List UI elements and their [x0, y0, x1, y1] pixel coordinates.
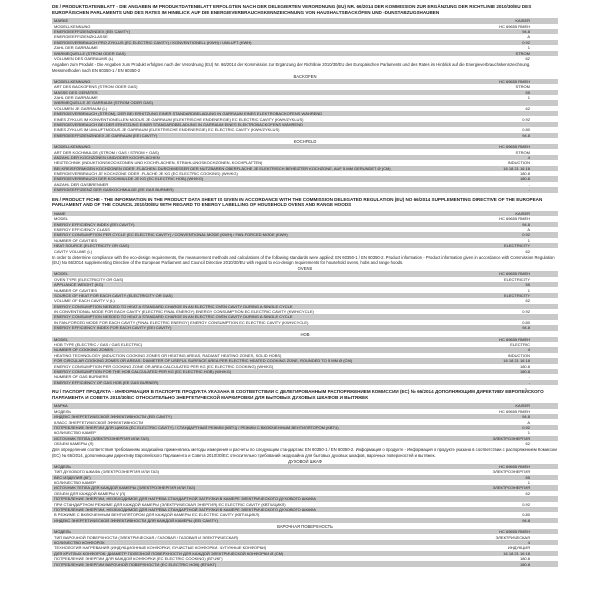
row-value: 1: [411, 45, 558, 50]
row-value: 0.80: [411, 127, 558, 132]
row-value: HC 69655 RMEH: [411, 337, 558, 342]
row-label: КОЛИЧЕСТВО КОНФОРОК: [52, 540, 411, 545]
row-value: KAISER: [411, 403, 558, 408]
detail-table: [52, 79, 558, 138]
row-label: ENERGY CONSUMPTION PER CYCLE (EC ELECTRIC CAVITY) / CONVENTIONAL MODE (KWH) / FAN-FORCED MODE (KWH): [52, 232, 411, 237]
row-value: 94.8: [411, 414, 558, 419]
row-value: 62: [411, 441, 558, 446]
row-label: ENERGIEVERBRAUCH PRO ZYKLUS (EC ELECTRIC CAVITY) / KONVENTIONELL (KWH) / UMLUFT (KWH): [52, 40, 411, 45]
row-value: 16 18 21 16 18: [411, 358, 558, 363]
subtable-title: HOB: [300, 331, 310, 337]
row-value: STROM: [411, 84, 558, 89]
row-label: HEIZTECHNIK (INDUKTIONSKOCHZONEN UND KOCHFLÄCHEN, STRAHLUNGSKOCHZONEN, KOCHPLATTEN): [52, 160, 411, 165]
row-label: ИНДЕКС ЭНЕРГЕТИЧЕСКОЙ ЭФФЕКТИВНОСТИ ДЛЯ КАЖДОЙ КАМЕРЫ (EEI CAVITY): [52, 518, 411, 523]
row-value: 0.92: [411, 502, 558, 507]
detail-table: [52, 271, 558, 330]
row-value: KAISER: [411, 18, 558, 23]
table-row: [52, 325, 558, 330]
row-label: ПОТРЕБЛЕНИЕ ЭНЕРГИИ, НЕОБХОДИМОЕ ДЛЯ НАГРЕВА СТАНДАРТНОЙ ЗАГРУЗКИ В КАМЕРЕ ЭЛЕКТРИЧЕСКОГО ДУХОВОГО ШКАФА: [52, 507, 411, 512]
row-value: STROM: [411, 51, 558, 56]
row-value: 0.92: [411, 232, 558, 237]
row-value: ELECTRICITY: [411, 293, 558, 298]
row-value: ЭЛЕКТРИЧЕСКАЯ: [411, 534, 558, 539]
row-value: 62: [411, 491, 558, 496]
row-label: HEATING TECHNOLOGY (INDUCTION COOKING ZONES OR HEATING AREAS, RADIANT HEATING ZONES, SOLID HOBS): [52, 353, 411, 358]
row-value: HC 69655 RMEH: [411, 464, 558, 469]
row-label: ANZAHL DER KOCHZONEN UND/ODER KOCHFLÄCHEN: [52, 155, 411, 160]
row-value: 62: [411, 248, 558, 253]
row-value: ELECTRIC: [411, 342, 558, 347]
row-label: МАРКА: [52, 403, 411, 408]
measurement-note: In order to determine compliance with the eco-design requirements, the measurement methods and calculations of the following standards were applied: EN 60350-1 / EN 60350-2. Product information - Product information given in accordance with Commission Regulation (EU) No 66/2014 supplementing Directive of the European Parliament and Council Directive 2010/30/EU with regard to eco-design requirements for household ovens, hobs and range hoods.: [52, 254, 555, 266]
row-value: 0.92: [411, 40, 558, 45]
row-value: HC 69655 RMEH: [411, 24, 558, 29]
row-value: 1: [411, 95, 558, 100]
row-value: 62: [411, 106, 558, 111]
row-label: ТИП ВАРОЧНОЙ ПОВЕРХНОСТИ (ЭЛЕКТРИЧЕСКАЯ / ГАЗОВАЯ / ГАЗОВАЯ И ЭЛЕКТРИЧЕСКАЯ): [52, 534, 411, 539]
row-label: ИСТОЧНИК ТЕПЛА ДЛЯ КАЖДОЙ КАМЕРЫ (ЭЛЕКТРОЭНЕРГИЯ ИЛИ ГАЗ): [52, 485, 411, 490]
row-label: ENERGIEEFFIZIENZINDEX JE GARRAUM (EEI CAVITY): [52, 133, 411, 138]
detail-table: [52, 144, 558, 193]
row-label: ОБЪЕМ КАМЕРЫ (Л): [52, 441, 411, 446]
row-value: 180.8: [411, 369, 558, 374]
section-header: DE / PRODUKTDATENBLATT - DIE ANGABEN IM PRODUKTDATENBLATT ERFOLGTEN NACH DER DELEGIERTEN VERORDNUNG (EU) NR. 66/2014 DER KOMMISSION ZUR ERGÄNZUNG DER RICHTLINIE 2010/30/EU DES EUROPÄISCHEN PARLAMENTS UND DES RATES IM HINBLICK AUF DIE ENERGIEVERBRAUCHSKENNZEICHNUNG VON HAUSHALTSBACKÖFEN UND -DUNSTABZUGSHAUBEN: [52, 4, 532, 15]
row-label: ENERGIEEFFIZIENZKLASSE: [52, 34, 411, 39]
row-label: ПОТРЕБЛЕНИЕ ЭНЕРГИИ ДЛЯ ЦИКЛА (EC ELECTRIC CAVITY) / СТАНДАРТНЫЙ РЕЖИМ (КВТЧ) / РЕЖИМ С ВКЛЮЧЕННЫМ ВЕНТИЛЯТОРОМ (КВТЧ): [52, 425, 411, 430]
row-label: ART DER KOCHMULDE (STROM / GAS / STROM + GAS): [52, 149, 411, 154]
row-value: 180.8: [411, 171, 558, 176]
subtable-title: OVENS: [297, 266, 313, 272]
row-value: -: [411, 380, 558, 385]
row-label: ИСТОЧНИК ТЕПЛА (ЭЛЕКТРОЭНЕРГИЯ ИЛИ ГАЗ): [52, 436, 411, 441]
row-label: ТЕХНОЛОГИЯ НАГРЕВАНИЯ (ИНДУКЦИОННЫЕ КОНФОРКИ, ЛУЧИСТЫЕ КОНФОРКИ, ЧУГУННЫЕ КОНФОРКИ): [52, 545, 411, 550]
table-row: [52, 56, 558, 61]
row-label: ANZAHL DER GASBRENNER: [52, 182, 411, 187]
row-value: 1: [411, 238, 558, 243]
language-section: [52, 389, 558, 569]
row-value: ЭЛЕКТРОЭНЕРГИЯ: [411, 469, 558, 474]
row-value: 180.8: [411, 364, 558, 369]
table-row: [52, 518, 558, 523]
row-label: ENERGY CONSUMPTION PER COOKING ZONE OR AREA CALCULATED PER KG (EC ELECTRIC COOKING) (WH/KG): [52, 364, 411, 369]
row-label: ENERGIEVERBRAUCH JE KOCHZONE ODER -FLÄCHE JE KG (EC ELECTRIC COOKING) (WH/KG): [52, 171, 411, 176]
row-label: VOLUMEN JE GARRAUM (L): [52, 106, 411, 111]
row-label: NUMBER OF CAVITIES: [52, 238, 411, 243]
row-label: ПОТРЕБЛЕНИЕ ЭНЕРГИИ ДЛЯ КАЖДОЙ КОНФОРКИ (EC ELECTRIC COOKING) (ВТЧ/КГ): [52, 556, 411, 561]
summary-table: [52, 403, 558, 446]
row-value: 16 18 21 16 18: [411, 166, 558, 171]
row-label: WÄRMEQUELLE (STROM ODER GAS): [52, 51, 411, 56]
section-header: RU / ПАСПОРТ ПРОДУКТА - ИНФОРМАЦИЯ В ПАСПОРТЕ ПРОДУКТА УКАЗАНА В СООТВЕТСТВИИ С ДЕЛЕГИРОВАННЫМ РАСПОРЯЖЕНИЕМ КОМИССИИ (ЕС) № 66/2014 ДОПОЛНЯЮЩИМ ДИРЕКТИВУ ЕВРОПЕЙСКОГО ПАРЛАМЕНТА И СОВЕТА 2010/30/ЕС ОТНОСИТЕЛЬНО ЭНЕРГЕТИЧЕСКОЙ МАРКИРОВКИ ДЛЯ БЫТОВЫХ ДУХОВЫХ ШКАФОВ И ВЫТЯЖЕК: [52, 389, 544, 400]
row-value: 4: [411, 540, 558, 545]
row-value: 180.8: [411, 556, 558, 561]
row-label: FOR CIRCULAR COOKING ZONES OR AREAS: DIAMETER OF USEFUL SURFACE AREA PER ELECTRIC HEATED COOKING ZONE, ROUNDED TO 5 MM Ø (CM): [52, 358, 411, 363]
row-label: ТИП ДУХОВОГО ШКАФА (ЭЛЕКТРОЭНЕРГИЯ ИЛИ ГАЗ): [52, 469, 411, 474]
detail-table: [52, 464, 558, 523]
row-label: MODEL: [52, 216, 411, 221]
row-value: 1: [411, 287, 558, 292]
row-label: NUMBER OF CAVITIES: [52, 287, 411, 292]
row-value: HC 69655 RMEH: [411, 144, 558, 149]
row-value: A: [411, 34, 558, 39]
row-label: VOLUMEN DES GARRAUMS (L): [52, 56, 411, 61]
row-label: ПРИ СТАНДАРТНОМ РЕЖИМЕ ДЛЯ КАЖДОЙ КАМЕРЫ (ЭЛЕКТРИЧЕСКАЯ ЭНЕРГИЯ) EC ELECTRIC CAVITY (КВТЧ/ЦИКЛ): [52, 502, 411, 507]
row-label: КОЛИЧЕСТВО КАМЕР: [52, 480, 411, 485]
row-value: 0.92: [411, 309, 558, 314]
row-label: WÄRMEQUELLE JE GARRAUM (STROM ODER GAS): [52, 100, 411, 105]
row-label: МОДЕЛЬ: [52, 409, 411, 414]
measurement-note: Angaben zum Produkt - Die Angaben zum Produkt erfolgten nach der Verordnung (EU) Nr. 66/2014 der Kommission zur Ergänzung der Richtlinie 2010/30/EU des Europäischen Parlaments und des Rates im Hinblick auf die Energieverbrauchskennzeichnung. Messmethoden nach EN 60350-1 / EN 60350-2: [52, 62, 531, 73]
table-row: [52, 441, 558, 446]
row-value: A: [411, 419, 558, 424]
row-value: HC 69655 RMEH: [411, 529, 558, 534]
subtable-title: ДУХОВОЙ ШКАФ: [288, 458, 322, 464]
table-row: [52, 133, 558, 138]
row-label: ART DES BACKOFENS (STROM ODER GAS): [52, 84, 411, 89]
row-label: MODEL: [52, 271, 411, 276]
language-section: [52, 197, 558, 388]
row-label: NUMBER OF COOKING ZONES: [52, 347, 411, 352]
row-value: HC 69655 RMEH: [411, 271, 558, 276]
section-gap: [52, 193, 558, 195]
row-label: ОБЪЕМ ДЛЯ КАЖДОЙ КАМЕРЫ V (Л): [52, 491, 411, 496]
row-value: 94.8: [411, 518, 558, 523]
row-value: 0.92: [411, 116, 558, 121]
row-label: EINES ZYKLUS IM UMLUFTMODUS JE GARRAUM (ELEKTRISCHE ENDENERGIE) EC ELECTRIC CAVITY (KWH/ZYKLUS): [52, 127, 411, 132]
row-label: VOLUME OF EACH CAVITY V (L): [52, 298, 411, 303]
row-label: ENERGIEVERBRAUCH DER KOCHMULDE JE KG (EC ELECTRIC HOB) (WH/KG): [52, 176, 411, 181]
row-label: ДЛЯ КРУГЛЫХ КОНФОРОК: ДИАМЕТР ПОЛЕЗНОЙ ПОВЕРХНОСТИ ДЛЯ КАЖДОЙ ЭЛЕКТРИЧЕСКОЙ КОНФОРКИ Ø (СМ): [52, 551, 411, 556]
row-label: NUMBER OF GAS BURNERS: [52, 374, 411, 379]
row-value: 62: [411, 56, 558, 61]
row-label: IN CONVENTIONAL MODE FOR EACH CAVITY (ELECTRIC FINAL ENERGY) ENERGY CONSUMPTION EC ELECTRIC CAVITY (KWH/CYCLE): [52, 309, 411, 314]
row-label: ENERGY CONSUMPTION FOR THE HOB CALCULATED PER KG (EC ELECTRIC HOB) (WH/KG): [52, 369, 411, 374]
subtable-title: ВАРОЧНАЯ ПОВЕРХНОСТЬ: [277, 524, 333, 530]
row-label: EINES ZYKLUS IM KONVENTIONELLEN MODUS JE GARRAUM (ELEKTRISCHE ENDENERGIE) EC ELECTRIC CAVITY (KWH/ZYKLUS): [52, 116, 411, 121]
row-value: 94.8: [411, 222, 558, 227]
section-header: EN / PRODUCT FICHE - THE INFORMATION IN THE PRODUCT DATA SHEET IS GIVEN IN ACCORDANCE WITH THE COMMISSION DELEGATED REGULATION (EU) NO 66/2014 SUPPLEMENTING DIRECTIVE OF THE EUROPEAN PARLIAMENT AND OF THE COUNCIL 2010/30/EU WITH REGARD TO ENERGY LABELLING OF HOUSEHOLD OVENS AND RANGE HOODS: [52, 196, 543, 208]
row-label: MODELLKENNUNG: [52, 24, 411, 29]
summary-table: [52, 18, 558, 61]
row-label: APPLIANCE WEIGHT (KG): [52, 282, 411, 287]
row-label: MODEL: [52, 337, 411, 342]
row-value: 94.8: [411, 325, 558, 330]
detail-table: [52, 337, 558, 386]
subtable-title: BACKOFEN: [293, 73, 317, 79]
row-label: ENERGY EFFICIENCY OF GAS HOB (EE GAS BURNER): [52, 380, 411, 385]
row-label: В РЕЖИМЕ С ВКЛЮЧЕННЫМ ВЕНТИЛЯТОРОМ ДЛЯ КАЖДОЙ КАМЕРЫ EC ELECTRIC CAVITY (КВТЧ/ЦИКЛ): [52, 512, 411, 517]
table-row: [52, 248, 558, 253]
row-label: ENERGY EFFICIENCY INDEX (EEI CAVITY): [52, 222, 411, 227]
row-label: ENERGY CONSUMPTION NEEDED TO HEAT A STANDARD CHARGE IN AN ELECTRIC OVEN CAVITY DURING A SINGLE CYCLE: [52, 314, 411, 319]
subtable-title: KOCHFELD: [293, 139, 317, 145]
row-value: 4: [411, 155, 558, 160]
row-value: 4: [411, 347, 558, 352]
row-value: 0.92: [411, 425, 558, 430]
row-label: ВЕС ИЗДЕЛИЯ (КГ): [52, 475, 411, 480]
row-value: HC 69655 RMEH: [411, 409, 558, 414]
row-label: МОДЕЛЬ: [52, 464, 411, 469]
row-label: ПОТРЕБЛЕНИЕ ЭНЕРГИИ ВАРОЧНОЙ ПОВЕРХНОСТИ (EC ELECTRIC HOB) (ВТЧ/КГ): [52, 561, 411, 566]
row-label: ENERGIEVERBRAUCH BEI DER ERHITZUNG EINER STANDARDBELADUNG IN GARRAUM EINES ELEKTROBACKOFENS WÄHREND: [52, 122, 411, 127]
row-label: NAME: [52, 211, 411, 216]
row-label: MASSE DES GERÄTES: [52, 90, 411, 95]
row-label: ENERGIEEFFIZIENZ DER GASKOCHMULDE (EE GAS BURNER): [52, 187, 411, 192]
summary-table: [52, 211, 558, 254]
row-value: 0.80: [411, 320, 558, 325]
row-label: ENERGY CONSUMPTION NEEDED TO HEAT A STANDARD CHARGE IN AN ELECTRIC OVEN CAVITY DURING A SINGLE CYCLE: [52, 304, 411, 309]
row-value: ЭЛЕКТРОЭНЕРГИЯ: [411, 485, 558, 490]
row-value: STROM: [411, 149, 558, 154]
row-value: ЭЛЕКТРОЭНЕРГИЯ: [411, 436, 558, 441]
section-gap: [52, 385, 558, 387]
row-label: КОЛИЧЕСТВО КАМЕР: [52, 430, 411, 435]
row-label: HEAT SOURCE (ELECTRICITY OR GAS): [52, 243, 411, 248]
row-label: МОДЕЛЬ: [52, 529, 411, 534]
row-label: ZAHL DER GARRÄUME: [52, 95, 411, 100]
row-value: INDUCTION: [411, 353, 558, 358]
row-value: 180.8: [411, 176, 558, 181]
row-value: 94.8: [411, 133, 558, 138]
row-value: ИНДУКЦИЯ: [411, 545, 558, 550]
row-value: 1: [411, 430, 558, 435]
row-label: MARKE: [52, 18, 411, 23]
row-value: 1: [411, 480, 558, 485]
row-value: INDUCTION: [411, 160, 558, 165]
row-value: 62: [411, 298, 558, 303]
row-label: SOURCE OF HEAT FOR EACH CAVITY (ELECTRICITY OR GAS): [52, 293, 411, 298]
row-label: IN FAN-FORCED MODE FOR EACH CAVITY (FINAL ELECTRIC ENERGY) ENERGY CONSUMPTION EC ELECTRIC CAVITY (KWH/CYCLE): [52, 320, 411, 325]
row-label: MODELLKENNUNG: [52, 79, 411, 84]
detail-table: [52, 529, 558, 567]
row-value: 55: [411, 475, 558, 480]
row-value: 0.80: [411, 512, 558, 517]
product-fiche-sheet: [52, 2, 558, 569]
row-label: ENERGIEEFFIZIENZINDEX (EEI CAVITY): [52, 29, 411, 34]
row-label: ENERGY EFFICIENCY INDEX FOR EACH CAVITY (EEI CAVITY): [52, 325, 411, 330]
row-value: 180.8: [411, 561, 558, 566]
row-label: ПОТРЕБЛЕНИЕ ЭНЕРГИИ, НЕОБХОДИМОЕ ДЛЯ НАГРЕВА СТАНДАРТНОЙ ЗАГРУЗКИ В КАМЕРЕ ЭЛЕКТРИЧЕСКОГО ДУХОВОГО ШКАФА: [52, 496, 411, 501]
row-label: OVEN TYPE (ELECTRICITY OR GAS): [52, 277, 411, 282]
row-label: BEI KREISFÖRMIGEN KOCHZONEN ODER -FLÄCHEN: DURCHMESSER DER NUTZBAREN OBERFLÄCHE JE ELEKTRISCH BEHEIZTER KOCHZONE, AUF 5 MM GERUNDET Ø (CM): [52, 166, 411, 171]
row-label: ИНДЕКС ЭНЕРГЕТИЧЕСКОЙ ЭФФЕКТИВНОСТИ (EEI CAVITY): [52, 414, 411, 419]
row-value: 55: [411, 90, 558, 95]
row-label: CAVITY VOLUME (L): [52, 248, 411, 253]
measurement-note: Для определения соответствия требованиям экодизайна применялись методы измерения и расчеты по следующим стандартам: EN 60350-1 / EN 60350-2. Информация о продукте - Информация о продукте указана в соответствии с распоряжением Комиссии (ЕС) № 66/2014, дополняющим директиву Европейского Парламента и Совета 2010/30/ЕС относительно требований экодизайна для бытовых духовых шкафов, варочных поверхностей и вытяжек.: [52, 447, 557, 458]
row-value: A: [411, 227, 558, 232]
row-value: HC 69655 RMEH: [411, 216, 558, 221]
row-value: 16 18 21 16 18: [411, 551, 558, 556]
row-value: 55: [411, 282, 558, 287]
row-value: ELECTRICITY: [411, 277, 558, 282]
language-section: [52, 4, 558, 195]
row-value: 94.8: [411, 29, 558, 34]
row-value: -: [411, 374, 558, 379]
row-value: -: [411, 187, 558, 192]
row-label: ENERGY EFFICIENCY CLASS: [52, 227, 411, 232]
row-value: -: [411, 182, 558, 187]
section-gap: [52, 567, 558, 569]
row-value: ELECTRICITY: [411, 243, 558, 248]
row-label: MODELLKENNUNG: [52, 144, 411, 149]
row-label: HOB TYPE (ELECTRIC / GAS / GAS ELECTRIC): [52, 342, 411, 347]
row-label: ZAHL DER GARRÄUME: [52, 45, 411, 50]
row-label: ENERGIEVERBRAUCH (STROM), DER BEI ERHITZUNG EINER STANDARDBELADUNG IN GARRAUM EINES ELEKTROBACKOFENS WÄHREND: [52, 111, 411, 116]
row-label: КЛАСС ЭНЕРГЕТИЧЕСКОЙ ЭФФЕКТИВНОСТИ: [52, 419, 411, 424]
row-value: HC 69655 RMEH: [411, 79, 558, 84]
row-value: KAISER: [411, 211, 558, 216]
